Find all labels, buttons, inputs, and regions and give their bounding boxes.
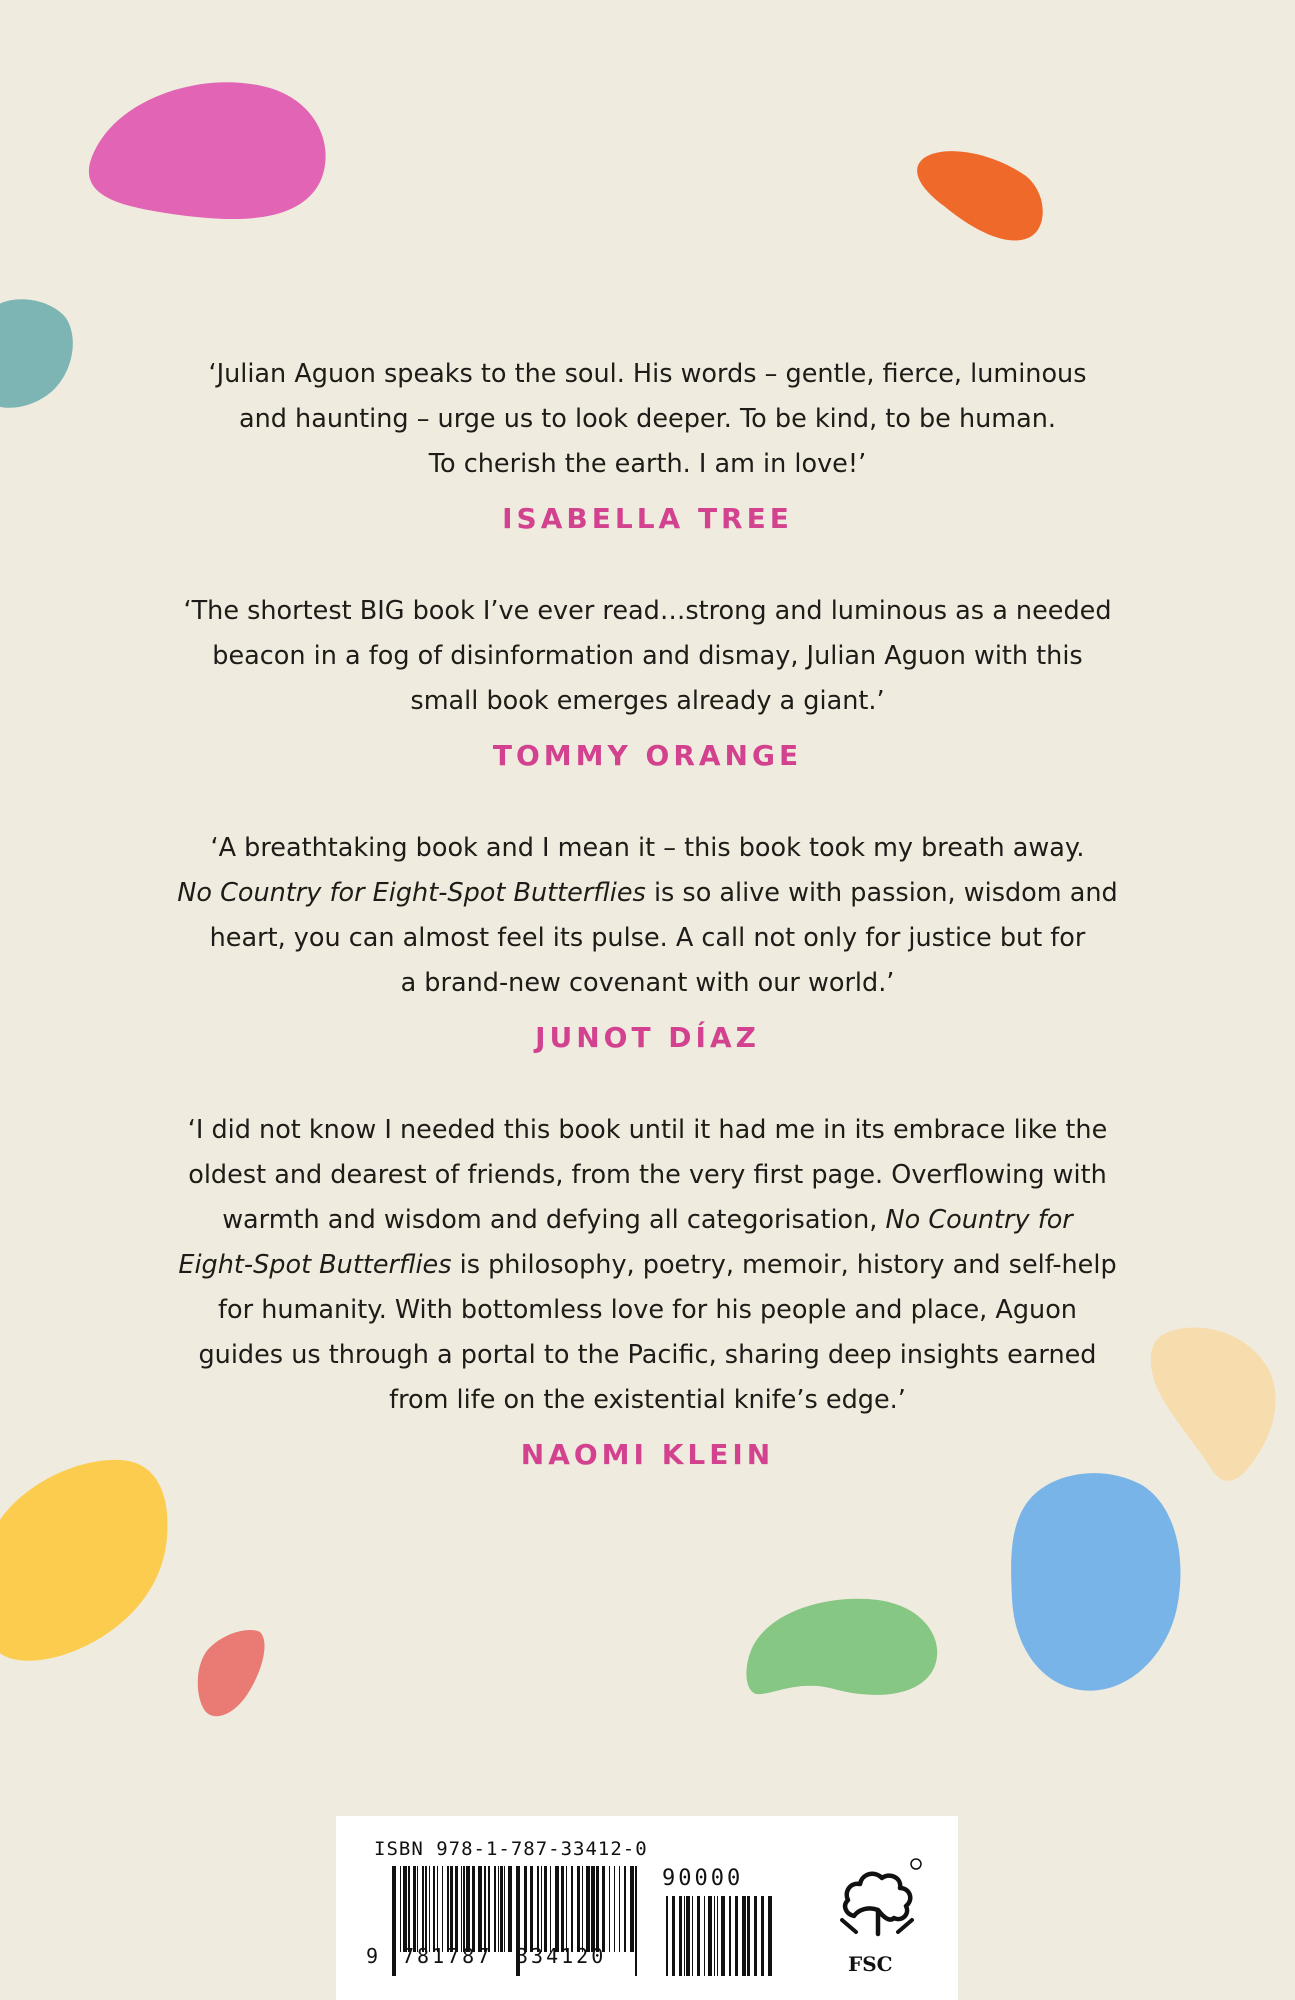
fsc-label: FSC bbox=[848, 1952, 893, 1976]
barcode-bar bbox=[417, 1866, 418, 1952]
addon-bar bbox=[729, 1896, 731, 1976]
quote-author: ISABELLA TREE bbox=[502, 502, 793, 535]
addon-bar bbox=[754, 1896, 757, 1976]
quote-line bbox=[150, 1243, 1145, 1288]
orange-blob bbox=[917, 151, 1043, 240]
barcode-bar bbox=[488, 1866, 490, 1952]
book-title-italic: Eight-Spot Butterflies bbox=[178, 1250, 452, 1280]
barcode-bar bbox=[422, 1866, 424, 1952]
addon-bar bbox=[697, 1896, 700, 1976]
quote-author: TOMMY ORANGE bbox=[492, 739, 803, 772]
barcode-bar bbox=[586, 1866, 590, 1952]
addon-bar bbox=[735, 1896, 738, 1976]
quote-line: To cherish the earth. I am in love!’ bbox=[428, 449, 867, 479]
addon-bar bbox=[714, 1896, 715, 1976]
barcode-bar bbox=[571, 1866, 573, 1952]
quote-line: a brand-new covenant with our world.’ bbox=[400, 968, 895, 998]
fsc-tree-logo-icon bbox=[832, 1856, 922, 1952]
barcode-bar bbox=[504, 1866, 505, 1952]
barcode-bar bbox=[408, 1866, 410, 1952]
quote-isabella-tree bbox=[150, 352, 1145, 537]
barcode-bar bbox=[635, 1866, 637, 1976]
barcode-bar bbox=[450, 1866, 453, 1952]
barcode-digits-left: 781787 bbox=[402, 1944, 493, 1968]
addon-bar bbox=[708, 1896, 712, 1976]
quote-line: beacon in a fog of disinformation and dismay, Julian Aguon with this bbox=[212, 641, 1083, 671]
peach-blob bbox=[1151, 1328, 1276, 1481]
quote-line: and haunting – urge us to look deeper. To be kind, to be human. bbox=[238, 404, 1057, 434]
barcode-bar bbox=[429, 1866, 430, 1952]
green-blob bbox=[746, 1599, 937, 1695]
quote-line: ‘The shortest BIG book I’ve ever read…strong and luminous as a needed bbox=[183, 596, 1112, 626]
quote-line: from life on the existential knife’s edge.’ bbox=[389, 1385, 906, 1415]
barcode-bar bbox=[550, 1866, 551, 1952]
pink-blob bbox=[89, 82, 326, 219]
barcode-bar bbox=[530, 1866, 533, 1952]
quote-line bbox=[150, 871, 1145, 916]
isbn-number: ISBN 978-1-787-33412-0 bbox=[374, 1838, 648, 1860]
barcode-bar bbox=[614, 1866, 615, 1952]
addon-bar bbox=[679, 1896, 682, 1976]
quote-line: guides us through a portal to the Pacific, sharing deep insights earned bbox=[198, 1340, 1097, 1370]
quote-line: heart, you can almost feel its pulse. A call not only for justice but for bbox=[209, 923, 1086, 953]
price-addon-barcode bbox=[664, 1896, 774, 1976]
barcode-bar bbox=[591, 1866, 595, 1952]
quote-author: JUNOT DÍAZ bbox=[535, 1021, 760, 1054]
barcode-bar bbox=[630, 1866, 634, 1952]
addon-bar bbox=[692, 1896, 693, 1976]
quote-line: small book emerges already a giant.’ bbox=[410, 686, 885, 716]
barcode-bar bbox=[455, 1866, 458, 1952]
barcode-digits-right: 334120 bbox=[516, 1944, 607, 1968]
quote-line-start: warmth and wisdom and defying all categorisation, bbox=[222, 1205, 886, 1235]
barcode-bar bbox=[566, 1866, 567, 1952]
barcode-bar bbox=[442, 1866, 443, 1952]
addon-bar bbox=[747, 1896, 750, 1976]
barcode-bar bbox=[466, 1866, 470, 1952]
barcode-bar bbox=[400, 1866, 401, 1952]
barcode-panel bbox=[336, 1816, 958, 2000]
barcode-bar bbox=[463, 1866, 465, 1952]
quote-line: ‘I did not know I needed this book until it had me in its embrace like the bbox=[187, 1115, 1108, 1145]
teal-blob bbox=[0, 299, 73, 407]
quote-author: NAOMI KLEIN bbox=[520, 1438, 775, 1471]
yellow-blob bbox=[0, 1460, 167, 1661]
coral-blob bbox=[198, 1630, 265, 1716]
barcode-bar bbox=[555, 1866, 559, 1952]
addon-bar bbox=[704, 1896, 705, 1976]
quote-junot-diaz bbox=[150, 826, 1145, 1056]
addon-bar bbox=[721, 1896, 725, 1976]
barcode-bar bbox=[524, 1866, 527, 1952]
barcode-bar bbox=[596, 1866, 599, 1952]
barcode-bar bbox=[508, 1866, 512, 1952]
barcode-bar bbox=[484, 1866, 486, 1952]
addon-bar bbox=[768, 1896, 772, 1976]
addon-bar bbox=[672, 1896, 675, 1976]
quote-line bbox=[150, 1198, 1145, 1243]
barcode-bar bbox=[478, 1866, 482, 1952]
barcode-bar bbox=[602, 1866, 605, 1952]
barcode-bar bbox=[544, 1866, 547, 1952]
price-code: 90000 bbox=[662, 1866, 744, 1891]
barcode-bar bbox=[437, 1866, 438, 1952]
book-title-italic: No Country for bbox=[885, 1205, 1073, 1235]
barcode-bar bbox=[498, 1866, 499, 1952]
addon-bar bbox=[666, 1896, 668, 1976]
barcode-bar bbox=[537, 1866, 539, 1952]
barcode-bar bbox=[500, 1866, 503, 1952]
barcode-bar bbox=[447, 1866, 449, 1952]
book-title-italic: No Country for Eight-Spot Butterflies bbox=[177, 878, 646, 908]
addon-bar bbox=[686, 1896, 690, 1976]
quote-tommy-orange bbox=[150, 589, 1145, 774]
quote-line: ‘A breathtaking book and I mean it – this book took my breath away. bbox=[210, 833, 1085, 863]
barcode-bar bbox=[577, 1866, 580, 1952]
barcode-bar bbox=[413, 1866, 416, 1952]
quote-naomi-klein bbox=[150, 1108, 1145, 1473]
quote-line: ‘Julian Aguon speaks to the soul. His words – gentle, fierce, luminous bbox=[208, 359, 1087, 389]
quote-line-rest: is so alive with passion, wisdom and bbox=[645, 878, 1118, 908]
barcode-bar bbox=[461, 1866, 462, 1952]
barcode-bar bbox=[561, 1866, 564, 1952]
quote-line: for humanity. With bottomless love for his people and place, Aguon bbox=[218, 1295, 1077, 1325]
barcode-bar bbox=[624, 1866, 626, 1952]
barcode-first-digit: 9 bbox=[366, 1944, 379, 1968]
barcode-bar bbox=[425, 1866, 427, 1952]
barcode-bar bbox=[433, 1866, 435, 1952]
blue-blob bbox=[1011, 1473, 1180, 1691]
barcode-bar bbox=[472, 1866, 475, 1952]
quote-line-rest: is philosophy, poetry, memoir, history and self-help bbox=[451, 1250, 1117, 1280]
barcode-bar bbox=[582, 1866, 583, 1952]
barcode-bar bbox=[619, 1866, 620, 1952]
addon-bar bbox=[717, 1896, 718, 1976]
barcode-bar bbox=[609, 1866, 610, 1952]
barcode-bar bbox=[541, 1866, 542, 1952]
addon-bar bbox=[684, 1896, 685, 1976]
barcode-bar bbox=[494, 1866, 496, 1952]
barcode-bar bbox=[403, 1866, 407, 1952]
addon-bar bbox=[742, 1896, 746, 1976]
quote-line: oldest and dearest of friends, from the very first page. Overflowing with bbox=[188, 1160, 1107, 1190]
addon-bar bbox=[761, 1896, 764, 1976]
barcode-bar bbox=[392, 1866, 396, 1976]
